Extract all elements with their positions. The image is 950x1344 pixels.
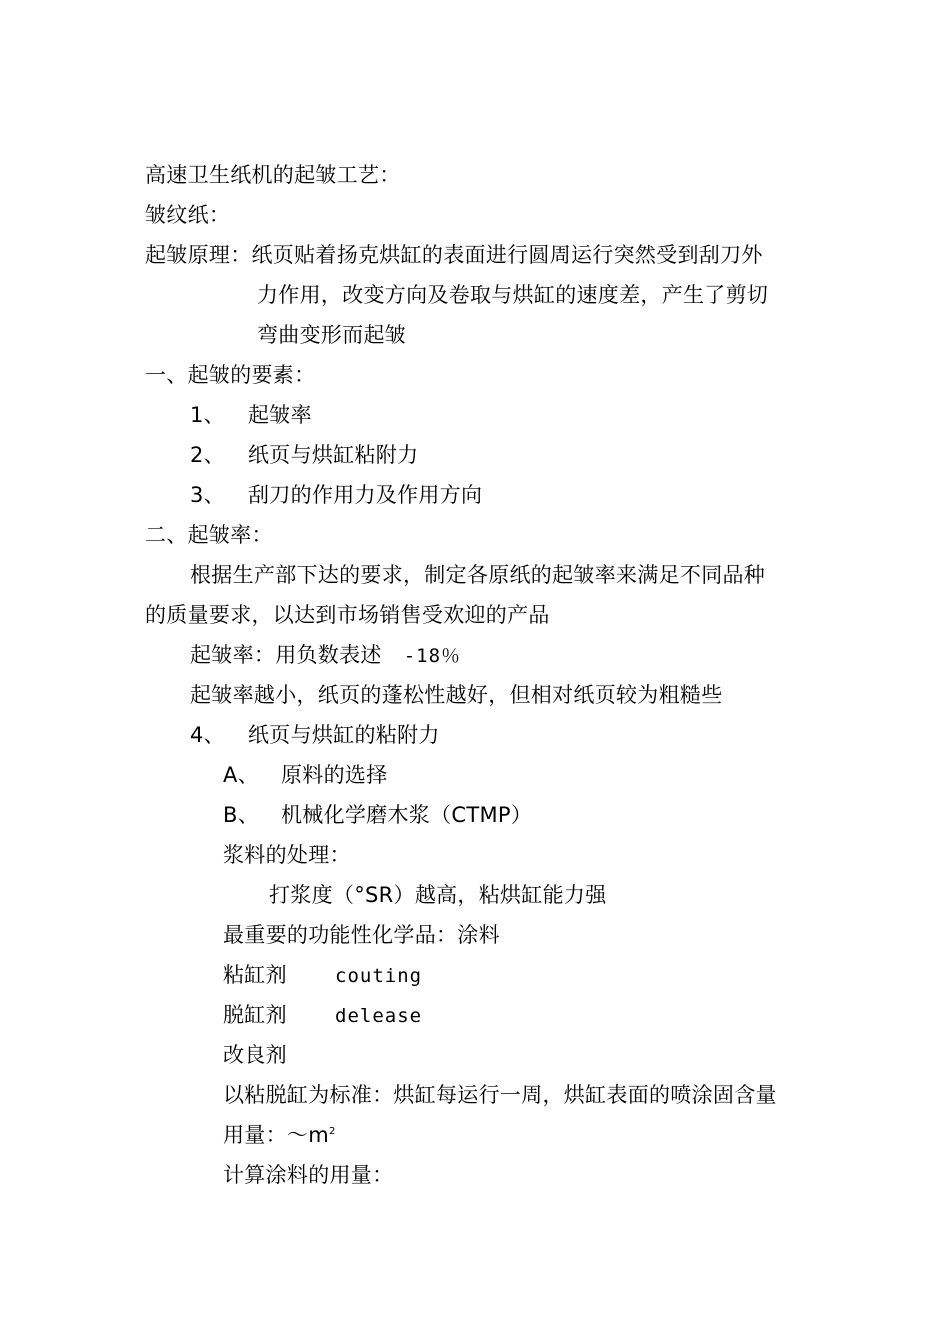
list-item-text: 刮刀的作用力及作用方向 xyxy=(248,483,483,507)
list-item xyxy=(190,481,482,509)
coating-calculation: 计算涂料的用量： xyxy=(223,1163,394,1187)
crepe-rate-line xyxy=(190,641,461,669)
sub-list-item-letter: B、 xyxy=(223,803,260,827)
section-1-heading: 一、起皱的要素： xyxy=(145,363,316,387)
coating-usage-superscript: 2 xyxy=(328,1126,336,1137)
section-2-paragraph-line-2: 的质量要求，以达到市场销售受欢迎的产品 xyxy=(145,603,550,627)
sub-list-item xyxy=(223,801,532,829)
section-4-heading xyxy=(190,721,440,749)
chemicals-label: 最重要的功能性化学品：涂料 xyxy=(223,923,500,947)
chemical-name: 改良剂 xyxy=(223,1043,287,1067)
list-item-number: 2、 xyxy=(190,443,225,467)
sub-list-item-text: 机械化学磨木浆（CTMP） xyxy=(281,803,533,827)
pulp-treatment-label: 浆料的处理： xyxy=(223,843,351,867)
chemical-name: 脱缸剂 xyxy=(223,1003,287,1027)
chemical-english: delease xyxy=(335,1005,423,1027)
list-item xyxy=(190,441,418,469)
principle-line-1 xyxy=(145,241,763,269)
pulp-treatment-detail: 打浆度（°SR）越高，粘烘缸能力强 xyxy=(269,883,607,907)
principle-label: 起皱原理： xyxy=(145,243,252,267)
principle-line-2: 力作用，改变方向及卷取与烘缸的速度差，产生了剪切 xyxy=(257,283,769,307)
list-item-text: 纸页与烘缸粘附力 xyxy=(248,443,419,467)
coating-usage-text: 用量：～m xyxy=(223,1123,329,1147)
list-item xyxy=(190,401,312,429)
section-4-number: 4、 xyxy=(190,723,225,747)
principle-text-1: 纸页贴着扬克烘缸的表面进行圆周运行突然受到刮刀外 xyxy=(251,243,763,267)
sub-list-item xyxy=(223,761,388,789)
crepe-rate-label: 起皱率：用负数表述 xyxy=(190,643,382,667)
chemical-row xyxy=(223,1041,335,1069)
list-item-number: 3、 xyxy=(190,483,225,507)
chemical-row xyxy=(223,961,422,989)
sub-list-item-text: 原料的选择 xyxy=(281,763,388,787)
section-2-paragraph-line-1: 根据生产部下达的要求，制定各原纸的起皱率来满足不同品种 xyxy=(190,563,766,587)
coating-usage xyxy=(223,1121,336,1149)
list-item-text: 起皱率 xyxy=(248,403,312,427)
chemical-row xyxy=(223,1001,422,1029)
chemical-name: 粘缸剂 xyxy=(223,963,287,987)
sub-list-item-letter: A、 xyxy=(223,763,259,787)
document-title: 高速卫生纸机的起皱工艺： xyxy=(145,163,401,187)
crepe-rate-value: -18％ xyxy=(403,645,462,667)
list-item-number: 1、 xyxy=(190,403,225,427)
crepe-rate-note: 起皱率越小，纸页的蓬松性越好，但相对纸页较为粗糙些 xyxy=(190,683,723,707)
principle-line-3: 弯曲变形而起皱 xyxy=(257,323,407,347)
chemical-english: couting xyxy=(335,965,423,987)
coating-standard: 以粘脱缸为标准：烘缸每运行一周，烘缸表面的喷涂固含量 xyxy=(223,1083,777,1107)
section-4-title: 纸页与烘缸的粘附力 xyxy=(248,723,440,747)
document-subtitle: 皱纹纸： xyxy=(145,203,231,227)
section-2-heading: 二、起皱率： xyxy=(145,523,273,547)
